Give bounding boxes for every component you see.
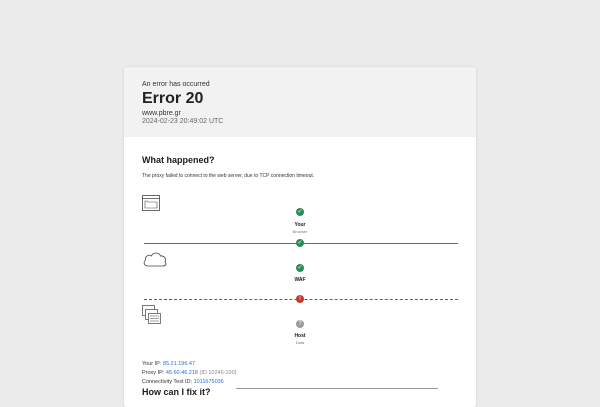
node-sub-host: Data bbox=[295, 340, 305, 345]
node-label-waf: WAF bbox=[294, 277, 306, 283]
your-ip-label: Your IP: bbox=[142, 361, 162, 367]
proxy-ip-row bbox=[142, 370, 237, 376]
browser-status-icon: ✓ bbox=[297, 209, 303, 215]
proxy-ip-link[interactable]: 45.60.46.218 bbox=[165, 370, 198, 376]
card-header bbox=[124, 67, 476, 137]
waf-status-icon: ✓ bbox=[297, 265, 303, 271]
your-ip-row bbox=[142, 361, 195, 367]
node-sub-browser: Browser bbox=[292, 229, 308, 234]
cloud-icon bbox=[142, 250, 168, 268]
error-title: Error 20 bbox=[142, 90, 204, 107]
your-ip-link[interactable]: 85.21.196.47 bbox=[162, 361, 196, 367]
browser-window-icon bbox=[142, 195, 160, 211]
timestamp-text: 2024-02-23 20:49:02 UTC bbox=[142, 118, 224, 125]
error-card bbox=[124, 67, 476, 407]
node-label-browser: Your bbox=[294, 222, 306, 228]
server-stack-icon bbox=[142, 305, 162, 325]
proxy-id-text: (ID 10246-100) bbox=[199, 370, 237, 376]
error-eyebrow: An error has occurred bbox=[142, 81, 210, 88]
link-ok-icon: ✓ bbox=[297, 240, 303, 246]
domain-text: www.pbre.gr bbox=[142, 110, 181, 117]
what-happened-description: The proxy failed to connect to the web server, due to TCP connection timeout. bbox=[142, 173, 315, 179]
test-id-label: Connectivity Test ID: bbox=[142, 379, 193, 385]
node-label-host: Host bbox=[294, 333, 306, 339]
test-id-link[interactable]: 1011675036 bbox=[193, 379, 224, 385]
what-happened-title: What happened? bbox=[142, 155, 215, 165]
link-error-icon: ! bbox=[296, 295, 304, 303]
test-id-row bbox=[142, 379, 224, 385]
host-status-icon: ? bbox=[296, 320, 304, 328]
how-to-fix-title: How can I fix it? bbox=[142, 387, 211, 397]
section-divider bbox=[236, 388, 438, 389]
proxy-ip-label: Proxy IP: bbox=[142, 370, 165, 376]
